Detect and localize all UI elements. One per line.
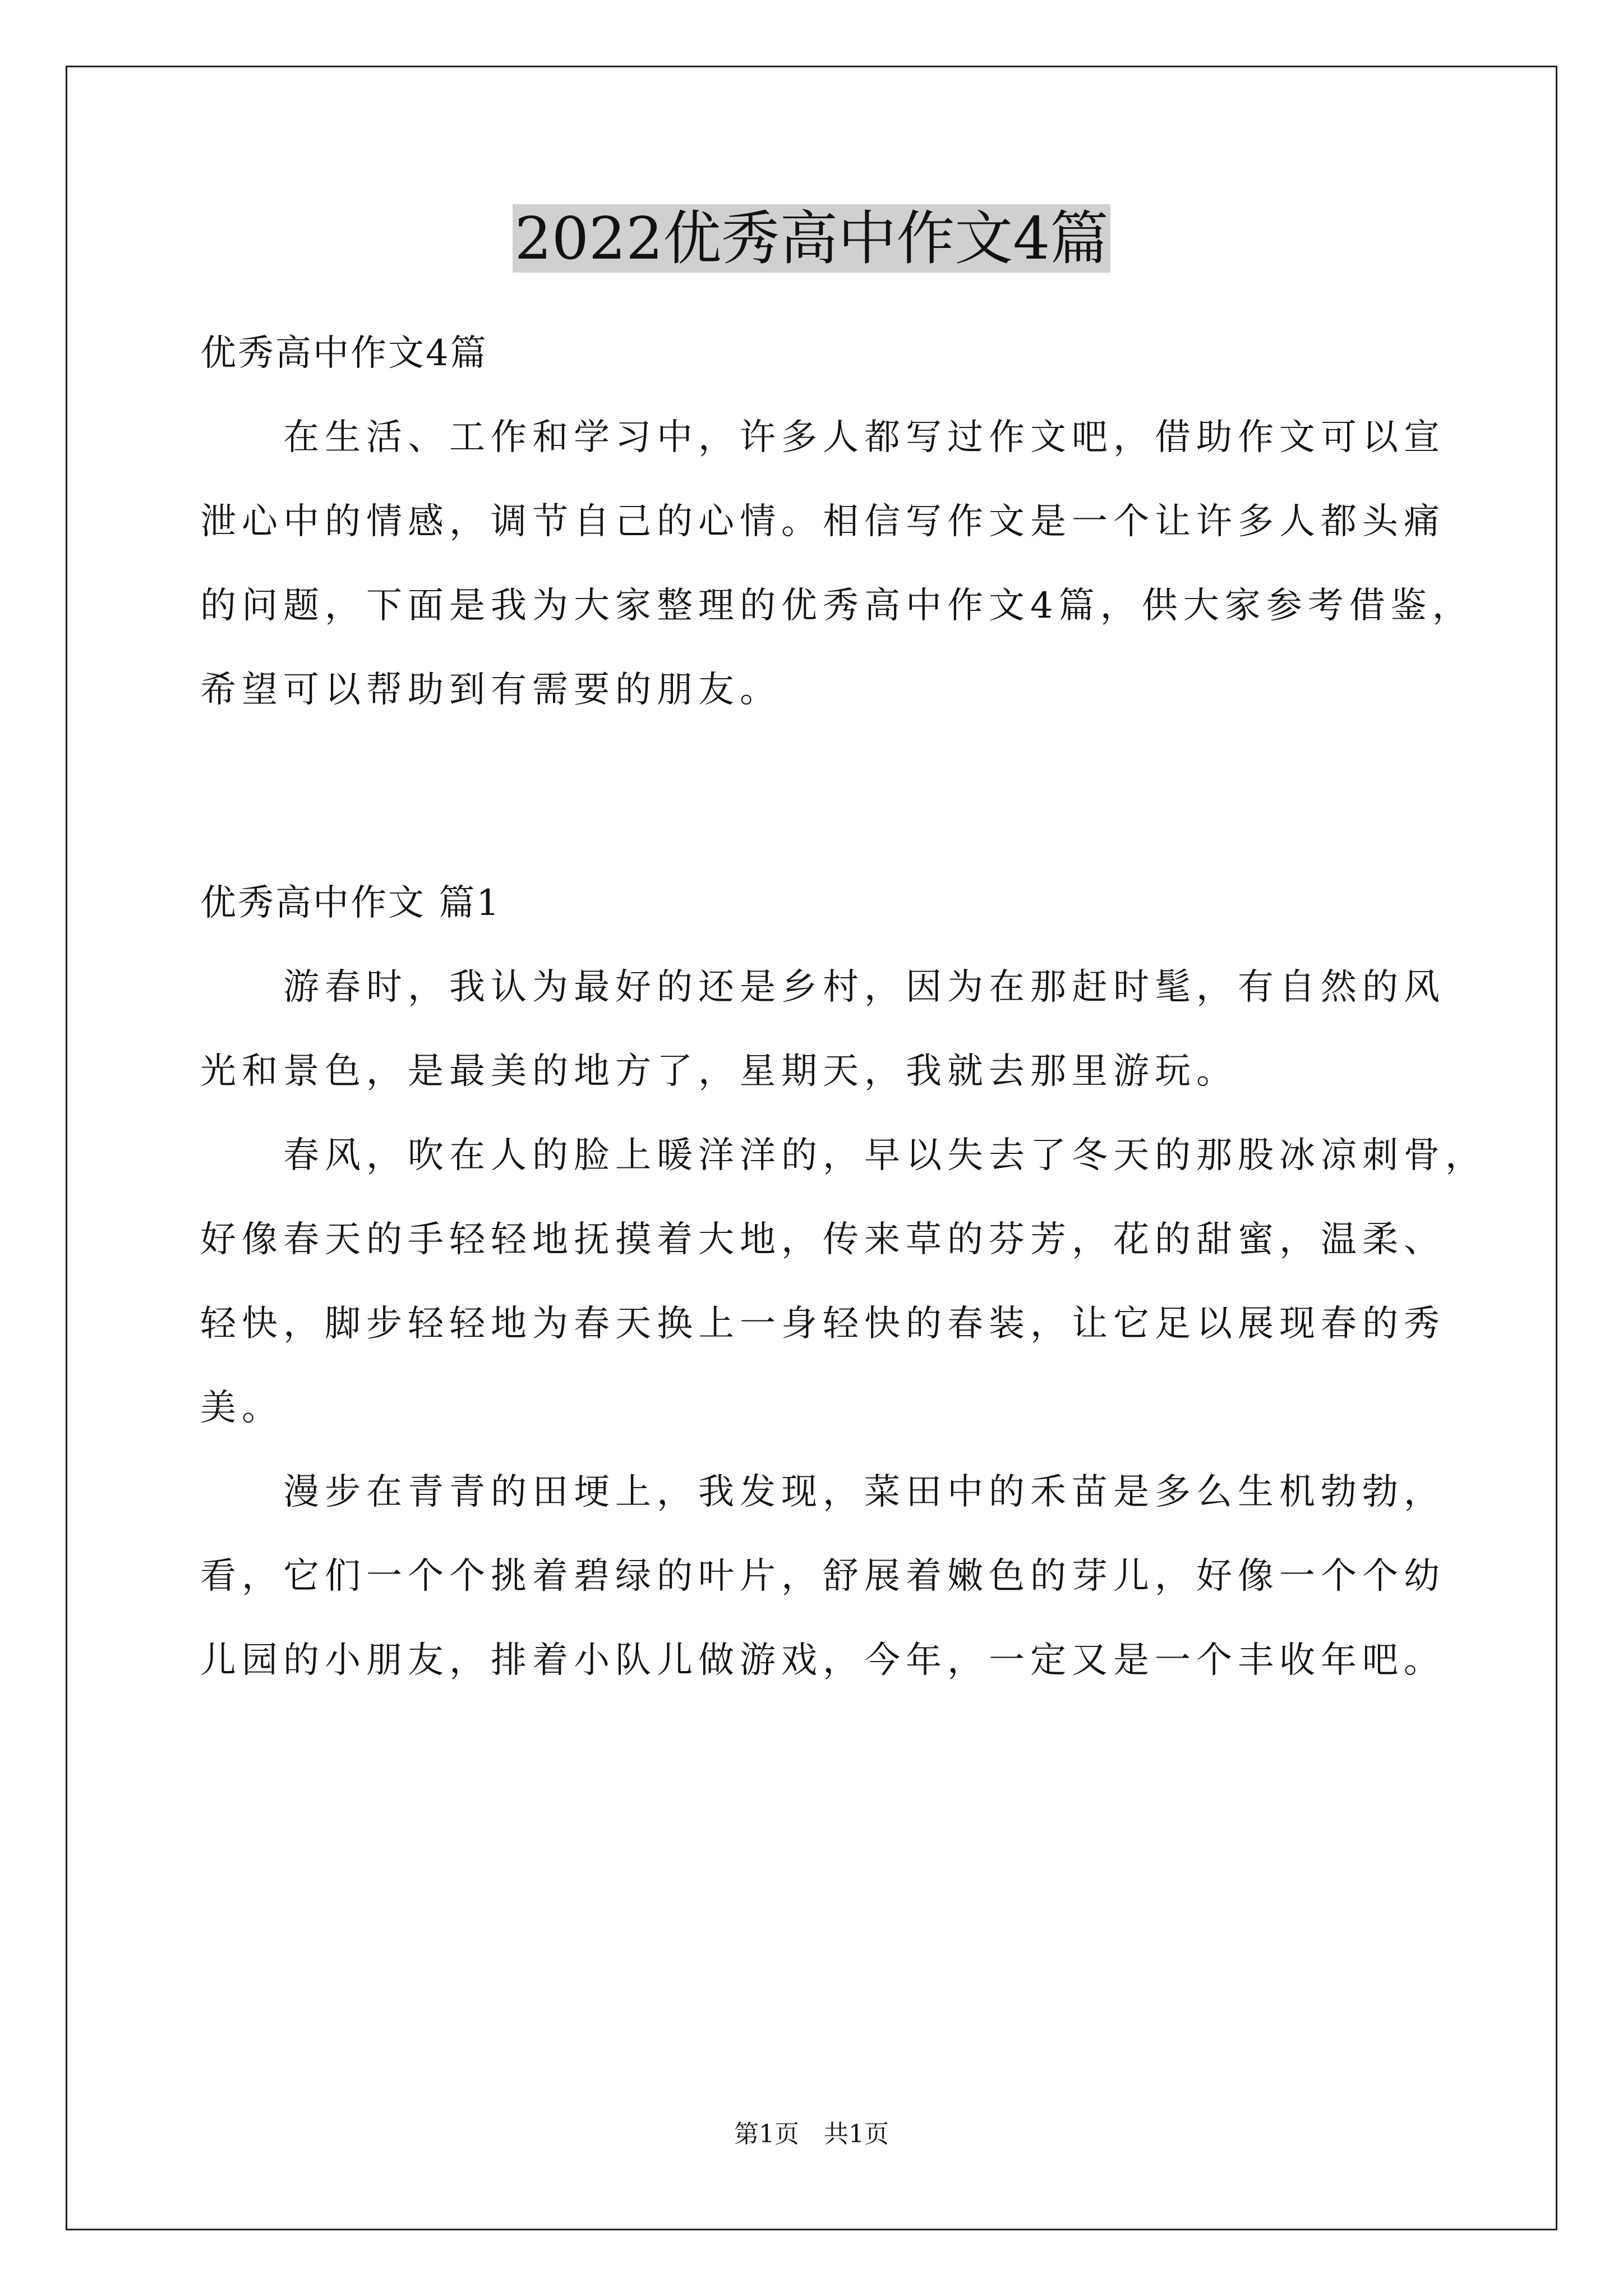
text-line: 的问题，下面是我为大家整理的优秀高中作文4篇，供大家参考借鉴，: [200, 585, 1474, 627]
intro-paragraph: [200, 395, 1474, 732]
text-line: 泄心中的情感，调节自己的心情。相信写作文是一个让许多人都头痛: [200, 501, 1445, 542]
text-line: 希望可以帮助到有需要的朋友。: [200, 669, 781, 711]
section-heading: 优秀高中作文 篇1: [200, 882, 501, 924]
text-line: 漫步在青青的田埂上，我发现，菜田中的禾苗是多么生机勃勃，: [283, 1471, 1445, 1513]
spacer: [200, 732, 1456, 861]
paragraph: [200, 1450, 1456, 1703]
text-line: 儿园的小朋友，排着小队儿做游戏，今年，一定又是一个丰收年吧。: [200, 1640, 1445, 1681]
document-body: [200, 311, 1487, 1703]
text-line: 轻快，脚步轻轻地为春天换上一身轻快的春装，让它足以展现春的秀: [200, 1303, 1445, 1345]
text-line: 好像春天的手轻轻地抚摸着大地，传来草的芬芳，花的甜蜜，温柔、: [200, 1219, 1445, 1260]
text-line: 在生活、工作和学习中，许多人都写过作文吧，借助作文可以宣: [283, 417, 1445, 458]
text-line: 美。: [200, 1387, 283, 1429]
paragraph: [200, 945, 1456, 1114]
document-title-text: 2022优秀高中作文4篇: [513, 204, 1111, 273]
page-footer: 第1页 共1页: [734, 2120, 889, 2148]
text-line: 看，它们一个个挑着碧绿的叶片，舒展着嫩色的芽儿，好像一个个幼: [200, 1556, 1445, 1597]
text-line: 春风，吹在人的脸上暖洋洋的，早以失去了冬天的那股冰凉刺骨，: [283, 1135, 1487, 1176]
document-title: [0, 196, 1623, 280]
paragraph: [200, 1114, 1487, 1450]
text-line: 光和景色，是最美的地方了，星期天，我就去那里游玩。: [200, 1051, 1238, 1092]
text-line: 游春时，我认为最好的还是乡村，因为在那赶时髦，有自然的风: [283, 967, 1445, 1008]
subtitle: 优秀高中作文4篇: [200, 333, 488, 374]
